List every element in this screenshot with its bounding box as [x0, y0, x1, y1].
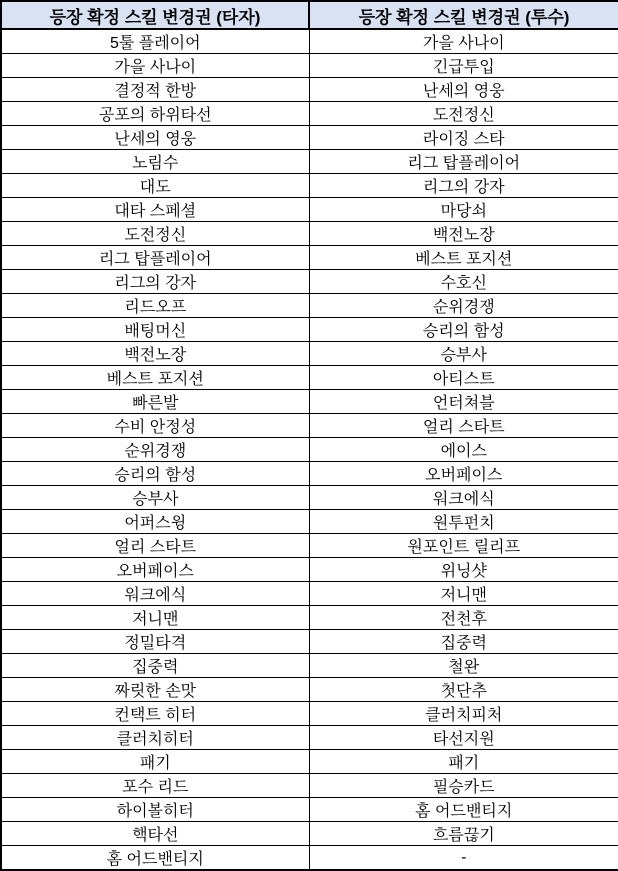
skill-cell: 난세의 영웅: [309, 78, 618, 102]
table-row: [1, 750, 618, 774]
skill-cell: 워크에식: [309, 486, 618, 510]
skill-cell: 리드오프: [1, 294, 309, 318]
skill-cell: 철완: [309, 654, 618, 678]
skill-cell: 얼리 스타트: [1, 534, 309, 558]
table-row: [1, 342, 618, 366]
skill-cell: 리그 탑플레이어: [309, 150, 618, 174]
table-row: [1, 462, 618, 486]
skill-cell: 배팅머신: [1, 318, 309, 342]
table-row: [1, 270, 618, 294]
skill-cell: 클러치피처: [309, 702, 618, 726]
table-row: [1, 294, 618, 318]
table-row: [1, 798, 618, 822]
skill-cell: 가을 사나이: [1, 54, 309, 78]
skill-cell: 리그의 강자: [1, 270, 309, 294]
table-row: [1, 150, 618, 174]
table-row: [1, 102, 618, 126]
skill-cell: 순위경쟁: [309, 294, 618, 318]
table-row: [1, 414, 618, 438]
skill-cell: 공포의 하위타선: [1, 102, 309, 126]
table-row: [1, 366, 618, 390]
header-batter-skills: 등장 확정 스킬 변경권 (타자): [1, 1, 309, 29]
skill-cell: 수비 안정성: [1, 414, 309, 438]
skill-cell: 수호신: [309, 270, 618, 294]
skill-cell: 베스트 포지션: [309, 246, 618, 270]
skill-cell: 하이볼히터: [1, 798, 309, 822]
table-row: [1, 174, 618, 198]
skill-cell: 오버페이스: [309, 462, 618, 486]
table-header: [1, 1, 618, 29]
table-row: [1, 54, 618, 78]
skill-cell: 흐름끊기: [309, 822, 618, 846]
skill-cell: 리그 탑플레이어: [1, 246, 309, 270]
skill-cell: 라이징 스타: [309, 126, 618, 150]
skill-cell: 5툴 플레이어: [1, 29, 309, 54]
table-row: [1, 78, 618, 102]
skill-cell: 얼리 스타트: [309, 414, 618, 438]
table-row: [1, 726, 618, 750]
skill-cell: 가을 사나이: [309, 29, 618, 54]
skill-cell: 워크에식: [1, 582, 309, 606]
skill-cell: 아티스트: [309, 366, 618, 390]
skill-cell: 패기: [309, 750, 618, 774]
skill-cell: -: [309, 846, 618, 871]
table-row: [1, 582, 618, 606]
skill-cell: 빠른발: [1, 390, 309, 414]
skill-cell: 핵타선: [1, 822, 309, 846]
header-row: [1, 1, 618, 29]
skill-cell: 도전정신: [1, 222, 309, 246]
table-row: [1, 822, 618, 846]
table-row: [1, 29, 618, 54]
skill-cell: 원투펀치: [309, 510, 618, 534]
table-row: [1, 126, 618, 150]
skill-cell: 클러치히터: [1, 726, 309, 750]
table-row: [1, 846, 618, 871]
skill-cell: 대도: [1, 174, 309, 198]
table-row: [1, 198, 618, 222]
skill-cell: 마당쇠: [309, 198, 618, 222]
table-row: [1, 678, 618, 702]
skill-cell: 승리의 함성: [309, 318, 618, 342]
skill-cell: 대타 스페셜: [1, 198, 309, 222]
skill-cell: 필승카드: [309, 774, 618, 798]
skill-cell: 에이스: [309, 438, 618, 462]
skill-cell: 백전노장: [309, 222, 618, 246]
skill-cell: 난세의 영웅: [1, 126, 309, 150]
skill-cell: 홈 어드밴티지: [309, 798, 618, 822]
skill-cell: 베스트 포지션: [1, 366, 309, 390]
skill-cell: 언터쳐블: [309, 390, 618, 414]
skill-cell: 집중력: [1, 654, 309, 678]
skill-cell: 결정적 한방: [1, 78, 309, 102]
table-row: [1, 510, 618, 534]
skill-cell: 타선지원: [309, 726, 618, 750]
table-row: [1, 558, 618, 582]
skill-cell: 승부사: [1, 486, 309, 510]
skill-cell: 노림수: [1, 150, 309, 174]
table-row: [1, 438, 618, 462]
skill-cell: 저니맨: [309, 582, 618, 606]
skill-cell: 긴급투입: [309, 54, 618, 78]
table-row: [1, 702, 618, 726]
skill-cell: 컨택트 히터: [1, 702, 309, 726]
skill-cell: 위닝샷: [309, 558, 618, 582]
table-row: [1, 606, 618, 630]
table-row: [1, 486, 618, 510]
skill-cell: 짜릿한 손맛: [1, 678, 309, 702]
table-row: [1, 654, 618, 678]
skill-cell: 오버페이스: [1, 558, 309, 582]
table-row: [1, 246, 618, 270]
skill-cell: 승부사: [309, 342, 618, 366]
table-row: [1, 222, 618, 246]
skill-cell: 순위경쟁: [1, 438, 309, 462]
header-pitcher-skills: 등장 확정 스킬 변경권 (투수): [309, 1, 618, 29]
skill-cell: 포수 리드: [1, 774, 309, 798]
table-row: [1, 318, 618, 342]
skill-cell: 첫단추: [309, 678, 618, 702]
skill-cell: 승리의 함성: [1, 462, 309, 486]
table-row: [1, 534, 618, 558]
skill-cell: 원포인트 릴리프: [309, 534, 618, 558]
skill-cell: 백전노장: [1, 342, 309, 366]
skill-cell: 도전정신: [309, 102, 618, 126]
skill-cell: 정밀타격: [1, 630, 309, 654]
skill-cell: 패기: [1, 750, 309, 774]
table-row: [1, 390, 618, 414]
skill-cell: 홈 어드밴티지: [1, 846, 309, 871]
table-body: [1, 29, 618, 870]
skill-cell: 리그의 강자: [309, 174, 618, 198]
skill-cell: 전천후: [309, 606, 618, 630]
table-row: [1, 774, 618, 798]
skill-cell: 어퍼스윙: [1, 510, 309, 534]
table-row: [1, 630, 618, 654]
skill-cell: 집중력: [309, 630, 618, 654]
skill-cell: 저니맨: [1, 606, 309, 630]
